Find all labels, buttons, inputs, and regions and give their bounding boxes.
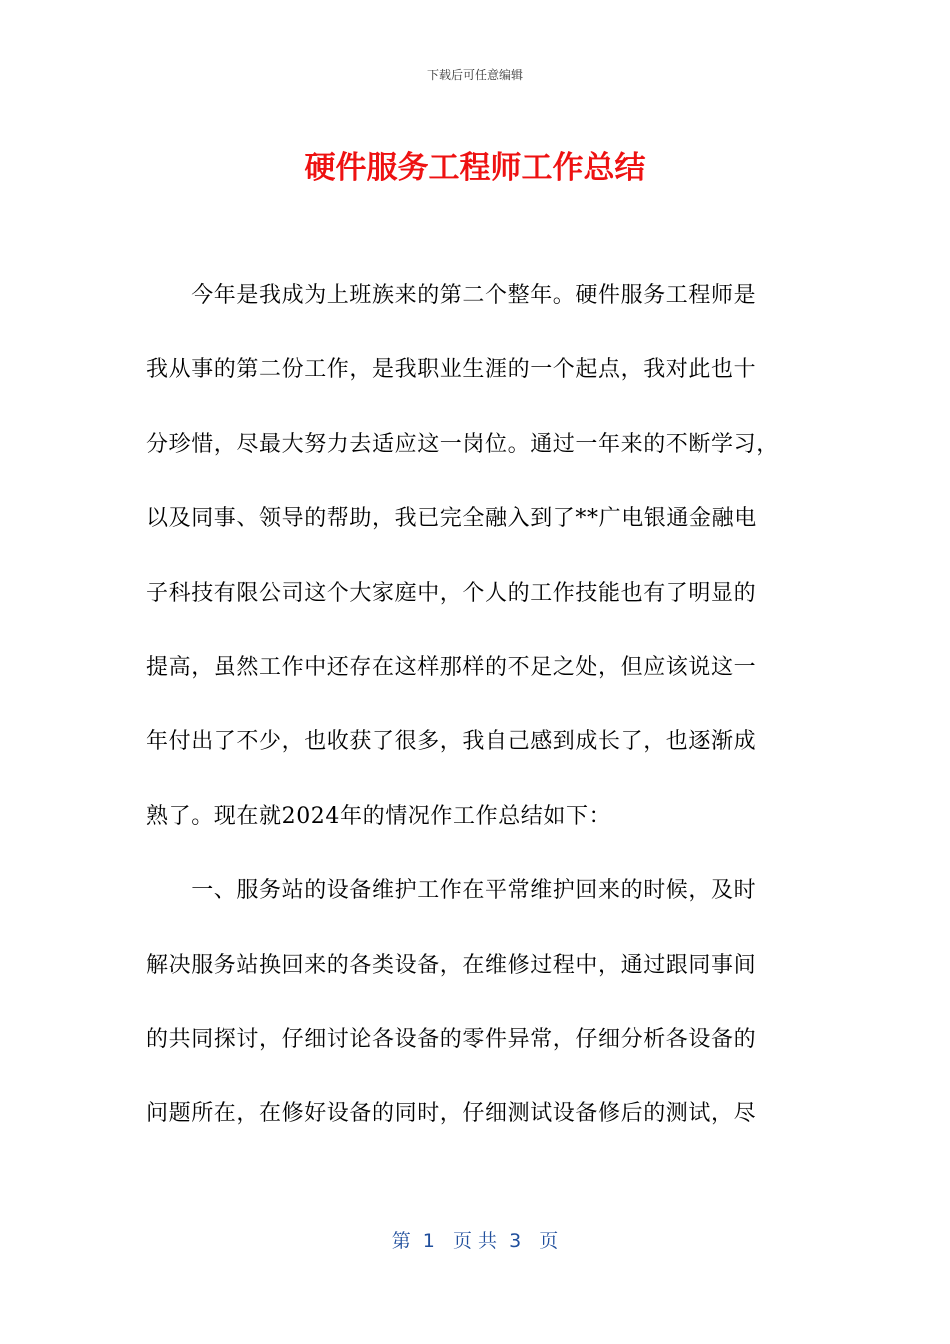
body-line: 子科技有限公司这个大家庭中，个人的工作技能也有了明显的	[146, 580, 757, 606]
body-line: 今年是我成为上班族来的第二个整年。硬件服务工程师是	[146, 283, 757, 308]
body-line: 我从事的第二份工作，是我职业生涯的一个起点，我对此也十	[146, 357, 757, 383]
document-body	[146, 274, 806, 1167]
body-line: 分珍惜，尽最大努力去适应这一岗位。通过一年来的不断学习，	[146, 431, 779, 457]
body-line: 一、服务站的设备维护工作在平常维护回来的时候，及时	[146, 878, 757, 904]
page-number-footer: 第 1 页 共 3 页	[391, 1230, 559, 1252]
header-note: 下载后可任意编辑	[426, 68, 523, 82]
body-line: 的共同探讨，仔细讨论各设备的零件异常，仔细分析各设备的	[146, 1026, 757, 1052]
body-line: 以及同事、领导的帮助，我已完全融入到了**广电银通金融电	[146, 506, 757, 532]
document-title: 硬件服务工程师工作总结	[304, 150, 646, 186]
body-line: 问题所在，在修好设备的同时，仔细测试设备修后的测试，尽	[146, 1101, 757, 1127]
body-line: 解决服务站换回来的各类设备，在维修过程中，通过跟同事间	[146, 952, 757, 978]
body-line: 熟了。现在就2024年的情况作工作总结如下：	[146, 803, 612, 829]
body-line: 年付出了不少，也收获了很多，我自己感到成长了，也逐渐成	[146, 729, 757, 755]
body-line: 提高，虽然工作中还存在这样那样的不足之处，但应该说这一	[146, 654, 757, 680]
